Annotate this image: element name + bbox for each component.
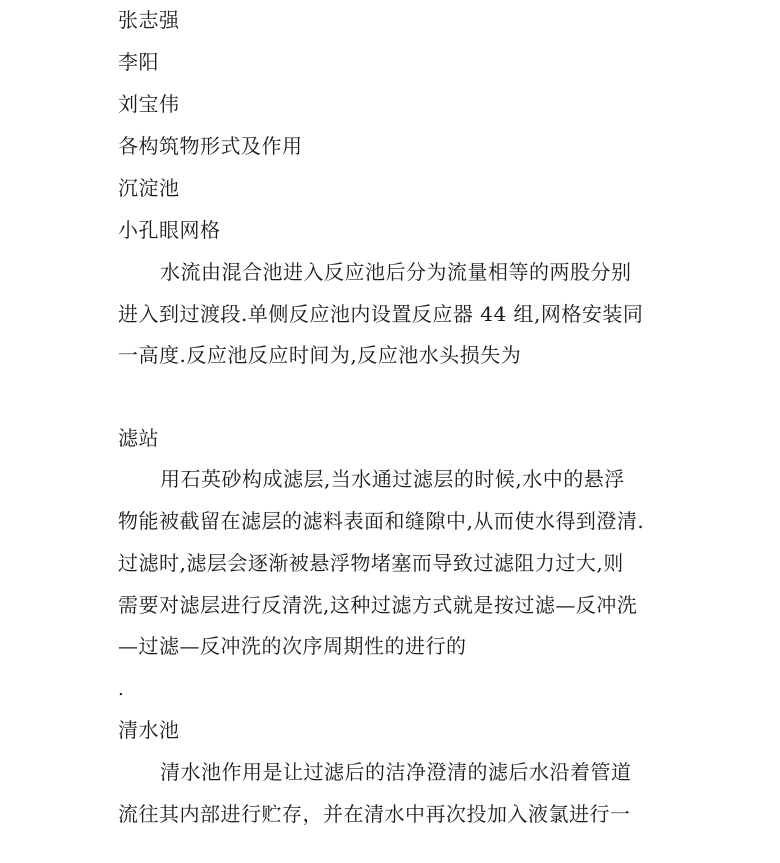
clear-water-paragraph-line: 清水池作用是让过滤后的洁净澄清的滤后水沿着管道 bbox=[160, 760, 632, 784]
author-name: 张志强 bbox=[118, 8, 180, 32]
sedimentation-subheading: 小孔眼网格 bbox=[118, 218, 221, 242]
section-title: 各构筑物形式及作用 bbox=[118, 134, 303, 158]
filter-paragraph-line: 需要对滤层进行反清洗,这种过滤方式就是按过滤—反冲洗 bbox=[118, 593, 638, 617]
sedimentation-paragraph-line: 水流由混合池进入反应池后分为流量相等的两股分别 bbox=[160, 260, 632, 284]
clear-water-heading: 清水池 bbox=[118, 718, 180, 742]
author-name: 刘宝伟 bbox=[118, 92, 180, 116]
filter-paragraph-line: 用石英砂构成滤层,当水通过滤层的时候,水中的悬浮 bbox=[160, 467, 625, 491]
sedimentation-heading: 沉淀池 bbox=[118, 176, 180, 200]
sedimentation-paragraph-line: 一高度.反应池反应时间为,反应池水头损失为 bbox=[118, 343, 522, 367]
filter-heading: 滤站 bbox=[118, 426, 159, 450]
clear-water-paragraph-line: 流往其内部进行贮存，并在清水中再次投加入液氯进行一 bbox=[118, 802, 631, 826]
filter-paragraph-line: 过滤时,滤层会逐渐被悬浮物堵塞而导致过滤阻力过大,则 bbox=[118, 551, 624, 575]
filter-paragraph-line: 物能被截留在滤层的滤料表面和缝隙中,从而使水得到澄清. bbox=[118, 509, 645, 533]
author-name: 李阳 bbox=[118, 50, 159, 74]
filter-paragraph-line: —过滤—反冲洗的次序周期性的进行的 bbox=[118, 634, 467, 658]
sedimentation-paragraph-line: 进入到过渡段.单侧反应池内设置反应器 44 组,网格安装同 bbox=[118, 302, 644, 326]
trailing-period: . bbox=[118, 679, 125, 700]
